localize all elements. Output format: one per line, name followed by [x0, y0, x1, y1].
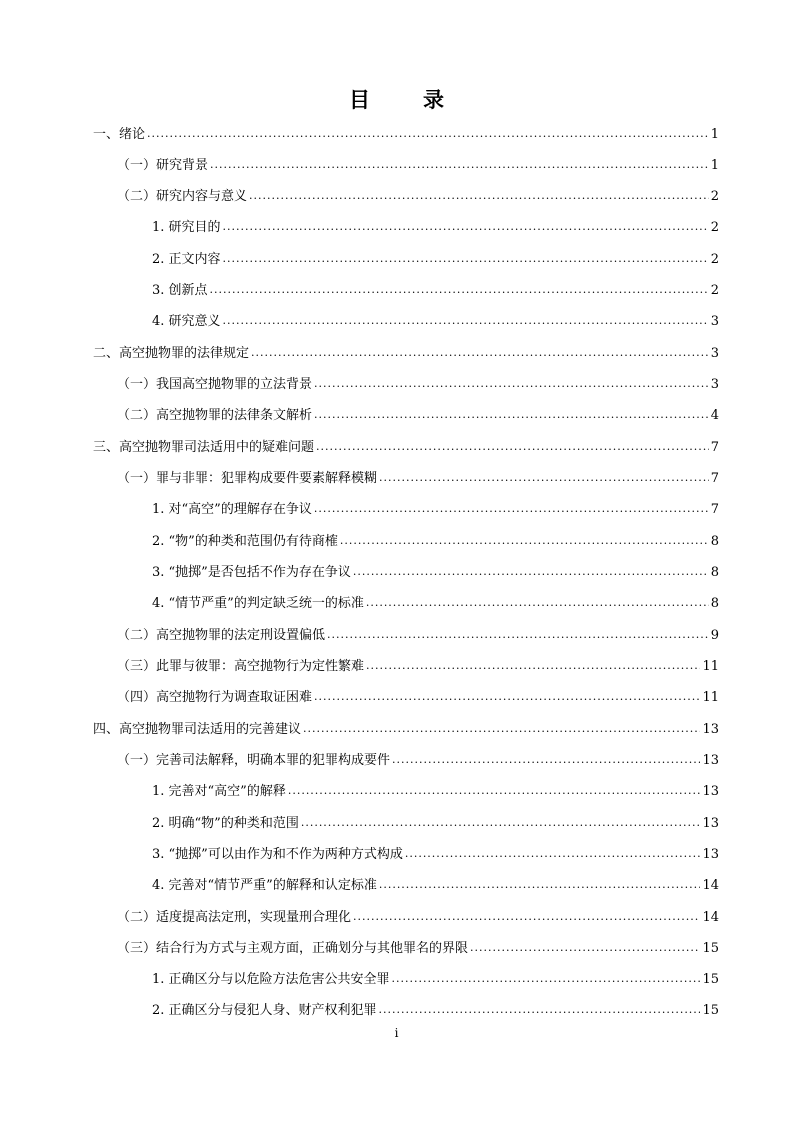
- toc-label: 3. “抛掷”是否包括不作为存在争议: [152, 565, 351, 580]
- toc-label: 4. “情节严重”的判定缺乏统一的标准: [152, 596, 364, 611]
- toc-entry[interactable]: [152, 592, 719, 612]
- toc-leader: [147, 127, 709, 141]
- toc-label: 2. 明确“物”的种类和范围: [152, 816, 299, 831]
- toc-label: 1. 完善对“高空”的解释: [152, 784, 286, 799]
- toc-entry[interactable]: [117, 185, 719, 205]
- toc-leader: [379, 1003, 701, 1017]
- toc-page: 7: [710, 440, 719, 455]
- toc-leader: [210, 283, 709, 297]
- toc-leader: [353, 910, 700, 924]
- toc-page: 2: [710, 189, 719, 204]
- toc-page: 13: [702, 784, 719, 799]
- toc-entry[interactable]: [117, 686, 719, 706]
- toc-page: 14: [702, 878, 719, 893]
- toc-label: 3. “抛掷”可以由作为和不作为两种方式构成: [152, 847, 403, 862]
- toc-label: 三、高空抛物罪司法适用中的疑难问题: [93, 440, 315, 455]
- toc-page: 8: [710, 596, 719, 611]
- toc-page: 4: [710, 408, 719, 423]
- toc-page: 2: [710, 220, 719, 235]
- toc-leader: [379, 878, 701, 892]
- toc-leader: [353, 565, 709, 579]
- toc-entry[interactable]: [117, 404, 719, 424]
- toc-entry[interactable]: [117, 467, 719, 487]
- toc-entry[interactable]: [152, 999, 719, 1019]
- toc-entry[interactable]: [117, 749, 719, 769]
- toc-entry[interactable]: [93, 123, 719, 143]
- toc-page: 11: [702, 690, 719, 705]
- toc-entry[interactable]: [93, 436, 719, 456]
- toc-page: 13: [702, 816, 719, 831]
- toc-entry[interactable]: [152, 561, 719, 581]
- toc-entry[interactable]: [152, 812, 719, 832]
- toc-page: 15: [702, 1003, 719, 1018]
- toc-label: （二）适度提高法定刑，实现量刑合理化: [117, 910, 352, 925]
- toc-leader: [251, 346, 709, 360]
- toc-page: 3: [710, 314, 719, 329]
- toc-entry[interactable]: [117, 154, 719, 174]
- toc-leader: [314, 408, 709, 422]
- toc-page: 1: [710, 158, 719, 173]
- toc-page: 13: [702, 753, 719, 768]
- toc-leader: [210, 158, 709, 172]
- toc-leader: [366, 596, 709, 610]
- toc-label: 1. 正确区分与以危险方法危害公共安全罪: [152, 972, 390, 987]
- toc-page: 3: [710, 346, 719, 361]
- toc-page: 8: [710, 534, 719, 549]
- toc-entry[interactable]: [117, 906, 719, 926]
- toc-entry[interactable]: [117, 655, 719, 675]
- toc-leader: [392, 972, 701, 986]
- toc-entry[interactable]: [152, 530, 719, 550]
- toc-entry[interactable]: [117, 624, 719, 644]
- toc-page: 13: [702, 722, 719, 737]
- toc-leader: [314, 377, 709, 391]
- toc-page: 14: [702, 910, 719, 925]
- toc-label: 2. “物”的种类和范围仍有待商榷: [152, 534, 338, 549]
- toc-page: 9: [710, 628, 719, 643]
- toc-page: 7: [710, 471, 719, 486]
- toc-entry[interactable]: [152, 874, 719, 894]
- toc-entry[interactable]: [152, 780, 719, 800]
- toc-page: 7: [710, 502, 719, 517]
- toc-page: 15: [702, 941, 719, 956]
- toc-leader: [301, 816, 701, 830]
- toc-label: 1. 研究目的: [152, 220, 221, 235]
- toc-entry[interactable]: [117, 937, 719, 957]
- toc-label: （三）结合行为方式与主观方面，正确划分与其他罪名的界限: [117, 941, 469, 956]
- page-title: 目 录: [349, 88, 460, 112]
- toc-leader: [314, 690, 700, 704]
- toc-label: 四、高空抛物罪司法适用的完善建议: [93, 722, 302, 737]
- toc-label: （二）高空抛物罪的法定刑设置偏低: [117, 628, 326, 643]
- toc-label: 2. 正文内容: [152, 252, 221, 267]
- toc-leader: [316, 440, 709, 454]
- toc-entry[interactable]: [152, 216, 719, 236]
- toc-leader: [405, 847, 701, 861]
- toc-label: （一）研究背景: [117, 158, 209, 173]
- toc-leader: [327, 628, 709, 642]
- toc-label: 2. 正确区分与侵犯人身、财产权利犯罪: [152, 1003, 377, 1018]
- toc-label: 4. 研究意义: [152, 314, 221, 329]
- toc-label: （一）罪与非罪：犯罪构成要件要素解释模糊: [117, 471, 378, 486]
- toc-label: （二）高空抛物罪的法律条文解析: [117, 408, 313, 423]
- page-number: i: [394, 1026, 399, 1040]
- toc-entry[interactable]: [152, 498, 719, 518]
- toc-entry[interactable]: [152, 248, 719, 268]
- toc-leader: [379, 471, 709, 485]
- toc-entry[interactable]: [93, 342, 719, 362]
- toc-label: 二、高空抛物罪的法律规定: [93, 346, 250, 361]
- toc-page: 3: [710, 377, 719, 392]
- toc-page: 2: [710, 252, 719, 267]
- toc-page: 2: [710, 283, 719, 298]
- toc-leader: [340, 534, 709, 548]
- toc-label: 4. 完善对“情节严重”的解释和认定标准: [152, 878, 377, 893]
- toc-label: 一、绪论: [93, 127, 146, 142]
- toc-leader: [470, 941, 700, 955]
- toc-label: （二）研究内容与意义: [117, 189, 248, 204]
- toc-leader: [392, 753, 700, 767]
- toc-label: 1. 对“高空”的理解存在争议: [152, 502, 312, 517]
- toc-page: 11: [702, 659, 719, 674]
- toc-label: （三）此罪与彼罪：高空抛物行为定性繁难: [117, 659, 365, 674]
- toc-page: 15: [702, 972, 719, 987]
- toc-entry[interactable]: [152, 843, 719, 863]
- toc-leader: [223, 252, 709, 266]
- toc-page: 13: [702, 847, 719, 862]
- toc-entry[interactable]: [93, 718, 719, 738]
- toc-label: 3. 创新点: [152, 283, 208, 298]
- toc-label: （一）完善司法解释，明确本罪的犯罪构成要件: [117, 753, 391, 768]
- toc-entry[interactable]: [117, 373, 719, 393]
- toc-entry[interactable]: [152, 968, 719, 988]
- toc-page: 1: [710, 127, 719, 142]
- toc-leader: [223, 314, 709, 328]
- toc-leader: [249, 189, 709, 203]
- toc-leader: [314, 502, 709, 516]
- toc-label: （一）我国高空抛物罪的立法背景: [117, 377, 313, 392]
- toc-leader: [223, 220, 709, 234]
- toc-leader: [366, 659, 700, 673]
- toc-entry[interactable]: [152, 310, 719, 330]
- toc-label: （四）高空抛物行为调查取证困难: [117, 690, 313, 705]
- toc-leader: [288, 784, 701, 798]
- toc-page: 8: [710, 565, 719, 580]
- toc-leader: [303, 722, 700, 736]
- toc-entry[interactable]: [152, 279, 719, 299]
